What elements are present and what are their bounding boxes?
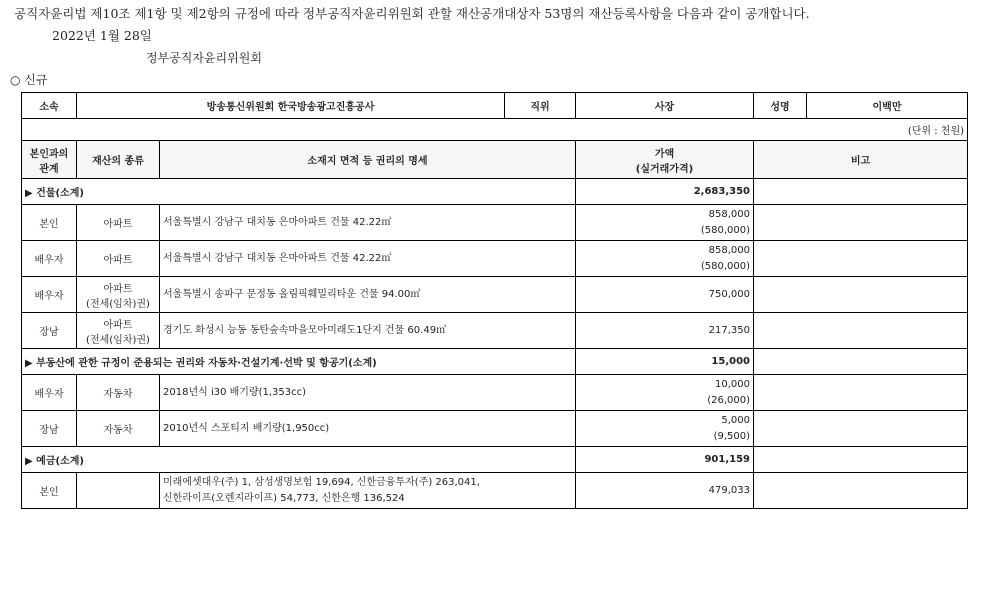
info-row [22,93,968,119]
value-cell [576,473,754,509]
remarks-cell [754,349,968,375]
value-secondary: (9,500) [713,430,751,442]
location-cell [160,473,576,509]
type-cell: 자동차 [77,411,160,447]
category-row [22,179,968,205]
remarks-cell [754,411,968,447]
affiliation-value: 방송통신위원회 한국방송광고진흥공사 [77,93,505,119]
value-header [576,141,754,179]
category-label: ▶ 예금(소계) [22,447,576,473]
type-secondary: (전세(임차)권) [86,298,150,310]
value-cell [576,375,754,411]
value-primary: 750,000 [708,288,751,300]
name-label: 성명 [754,93,807,119]
value-header-line1: 가액 [654,148,675,160]
value-primary: 5,000 [721,414,751,426]
relation-cell: 본인 [22,473,77,509]
value-primary: 10,000 [715,378,751,390]
value-primary: 479,033 [708,484,751,496]
value-cell [576,277,754,313]
value-header-line2: (실거래가격) [635,163,694,175]
remarks-header: 비고 [754,141,968,179]
type-cell: 자동차 [77,375,160,411]
relation-cell: 배우자 [22,375,77,411]
type-header: 재산의 종류 [77,141,160,179]
table-row [22,241,968,277]
remarks-cell [754,205,968,241]
location-line: 미래에셋대우(주) 1, 삼성생명보험 19,694, 신한금융투자(주) 263,041, [163,476,480,488]
type-cell: 아파트 [77,205,160,241]
remarks-cell [754,473,968,509]
remarks-cell [754,277,968,313]
section-label: ○ 신규 [10,73,48,87]
relation-header: 본인과의 관계 [22,141,77,179]
category-label: ▶ 부동산에 관한 규정이 준용되는 권리와 자동차·건설기계·선박 및 항공기(소계) [22,349,576,375]
location-cell: 서울특별시 강남구 대치동 은마아파트 건물 42.22㎡ [160,205,576,241]
category-subtotal: 15,000 [576,349,754,375]
remarks-cell [754,241,968,277]
type-primary: 아파트 [103,283,133,295]
type-primary: 아파트 [103,319,133,331]
remarks-cell [754,375,968,411]
position-label: 직위 [505,93,576,119]
relation-cell: 장남 [22,313,77,349]
table-row [22,277,968,313]
position-value: 사장 [576,93,754,119]
type-cell [77,277,160,313]
table-row [22,313,968,349]
value-cell [576,411,754,447]
unit-label: (단위 : 천원) [22,119,968,141]
location-cell: 서울특별시 송파구 문정동 올림픽훼밀리타운 건물 94.00㎡ [160,277,576,313]
type-secondary: (전세(임차)권) [86,334,150,346]
category-subtotal: 901,159 [576,447,754,473]
table-row [22,473,968,509]
relation-cell: 본인 [22,205,77,241]
notice-organization: 정부공직자윤리위원회 [146,51,262,65]
category-label: ▶ 건물(소계) [22,179,576,205]
remarks-cell [754,447,968,473]
value-cell [576,241,754,277]
type-cell [77,313,160,349]
value-secondary: (26,000) [707,394,751,406]
category-subtotal: 2,683,350 [576,179,754,205]
type-cell [77,473,160,509]
table-row [22,375,968,411]
value-cell [576,313,754,349]
location-line: 신한라이프(오렌지라이프) 54,773, 신한은행 136,524 [163,492,405,504]
remarks-cell [754,179,968,205]
affiliation-label: 소속 [22,93,77,119]
value-primary: 858,000 [708,244,751,256]
notice-intro: 공직자윤리법 제10조 제1항 및 제2항의 규정에 따라 정부공직자윤리위원회 관할 재산공개대상자 53명의 재산등록사항을 다음과 같이 공개합니다. [14,6,810,21]
type-cell: 아파트 [77,241,160,277]
relation-cell: 장남 [22,411,77,447]
notice-date: 2022년 1월 28일 [52,28,152,43]
value-primary: 217,350 [708,324,751,336]
location-cell: 2010년식 스포티지 배기량(1,950cc) [160,411,576,447]
category-row [22,447,968,473]
location-cell: 서울특별시 강남구 대치동 은마아파트 건물 42.22㎡ [160,241,576,277]
table-row [22,411,968,447]
relation-cell: 배우자 [22,241,77,277]
value-secondary: (580,000) [700,224,751,236]
value-primary: 858,000 [708,208,751,220]
location-cell: 경기도 화성시 능동 동탄숲속마을모아미래도1단지 건물 60.49㎡ [160,313,576,349]
header-row [22,141,968,179]
name-value: 이백만 [807,93,968,119]
relation-cell: 배우자 [22,277,77,313]
location-header: 소재지 면적 등 권리의 명세 [160,141,576,179]
category-row [22,349,968,375]
location-cell: 2018년식 i30 배기량(1,353cc) [160,375,576,411]
value-cell [576,205,754,241]
value-secondary: (580,000) [700,260,751,272]
asset-table [21,92,968,509]
remarks-cell [754,313,968,349]
unit-row [22,119,968,141]
table-row [22,205,968,241]
